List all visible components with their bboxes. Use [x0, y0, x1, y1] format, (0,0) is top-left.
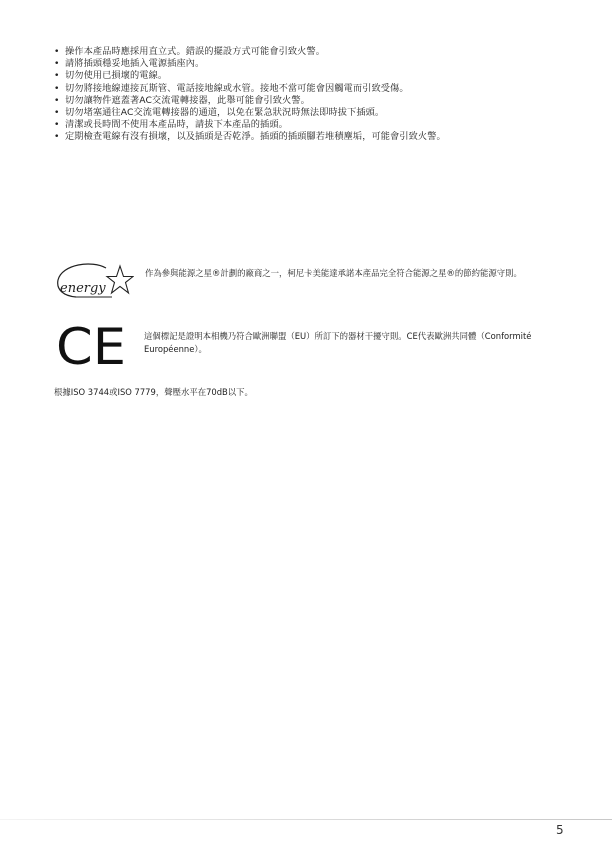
- warning-item: [54, 131, 564, 143]
- warning-item: [54, 95, 564, 107]
- warning-text: 切勿讓物件遮蓋著AC交流電轉接器，此舉可能會引致火警。: [65, 94, 310, 106]
- bullet: •: [54, 82, 60, 94]
- warning-text: 請將插頭穩妥地插入電源插座內。: [65, 58, 205, 70]
- energy-star-section: [56, 262, 566, 302]
- bullet: •: [54, 119, 60, 131]
- warning-text: 定期檢查電線有沒有損壞，以及插頭是否乾淨。插頭的插頭腳若堆積塵垢，可能會引致火警。: [65, 131, 446, 143]
- footer-divider: [0, 819, 612, 820]
- ce-logo-text: CE: [56, 320, 126, 368]
- warning-text: 切勿使用已損壞的電線。: [65, 70, 168, 82]
- ce-mark-section: [56, 320, 566, 370]
- bullet: •: [54, 46, 60, 57]
- energy-star-logo: [56, 262, 134, 300]
- warning-text: 操作本產品時應採用直立式。錯誤的擺設方式可能會引致火警。: [65, 46, 326, 57]
- warning-text: 切勿堵塞通往AC交流電轉接器的通道，以免在緊急狀況時無法即時拔下插頭。: [65, 107, 385, 119]
- noise-level-note: 根據ISO 3744或ISO 7779，聲壓水平在70dB以下。: [54, 387, 253, 397]
- warning-text: 切勿將接地線連接瓦斯管、電話接地線或水管。接地不當可能會因觸電而引致受傷。: [65, 82, 409, 94]
- warning-item: [54, 46, 564, 58]
- warning-text: 清潔或長時間不使用本產品時，請拔下本產品的插頭。: [65, 119, 288, 131]
- bullet: •: [54, 70, 60, 82]
- bullet: •: [54, 107, 60, 119]
- warning-item: [54, 83, 564, 95]
- page-number: 5: [556, 823, 564, 837]
- energy-logo-text: energy: [60, 281, 106, 296]
- bullet: •: [54, 58, 60, 70]
- warning-item: [54, 70, 564, 82]
- warning-item: [54, 58, 564, 70]
- warning-item: [54, 107, 564, 119]
- warning-item: [54, 119, 564, 131]
- bullet: •: [54, 94, 60, 106]
- safety-warning-list: [54, 46, 564, 144]
- ce-mark-text: 這個標記是證明本相機乃符合歐洲聯盟（EU）所訂下的器材干擾守則。CE代表歐洲共同體（Conformité Européenne）。: [144, 331, 532, 354]
- ce-mark-logo: [56, 320, 128, 368]
- bullet: •: [54, 131, 60, 143]
- energy-star-text: 作為參與能源之星®計劃的廠商之一，柯尼卡美能達承諾本產品完全符合能源之星®的節約能源守則。: [145, 268, 522, 278]
